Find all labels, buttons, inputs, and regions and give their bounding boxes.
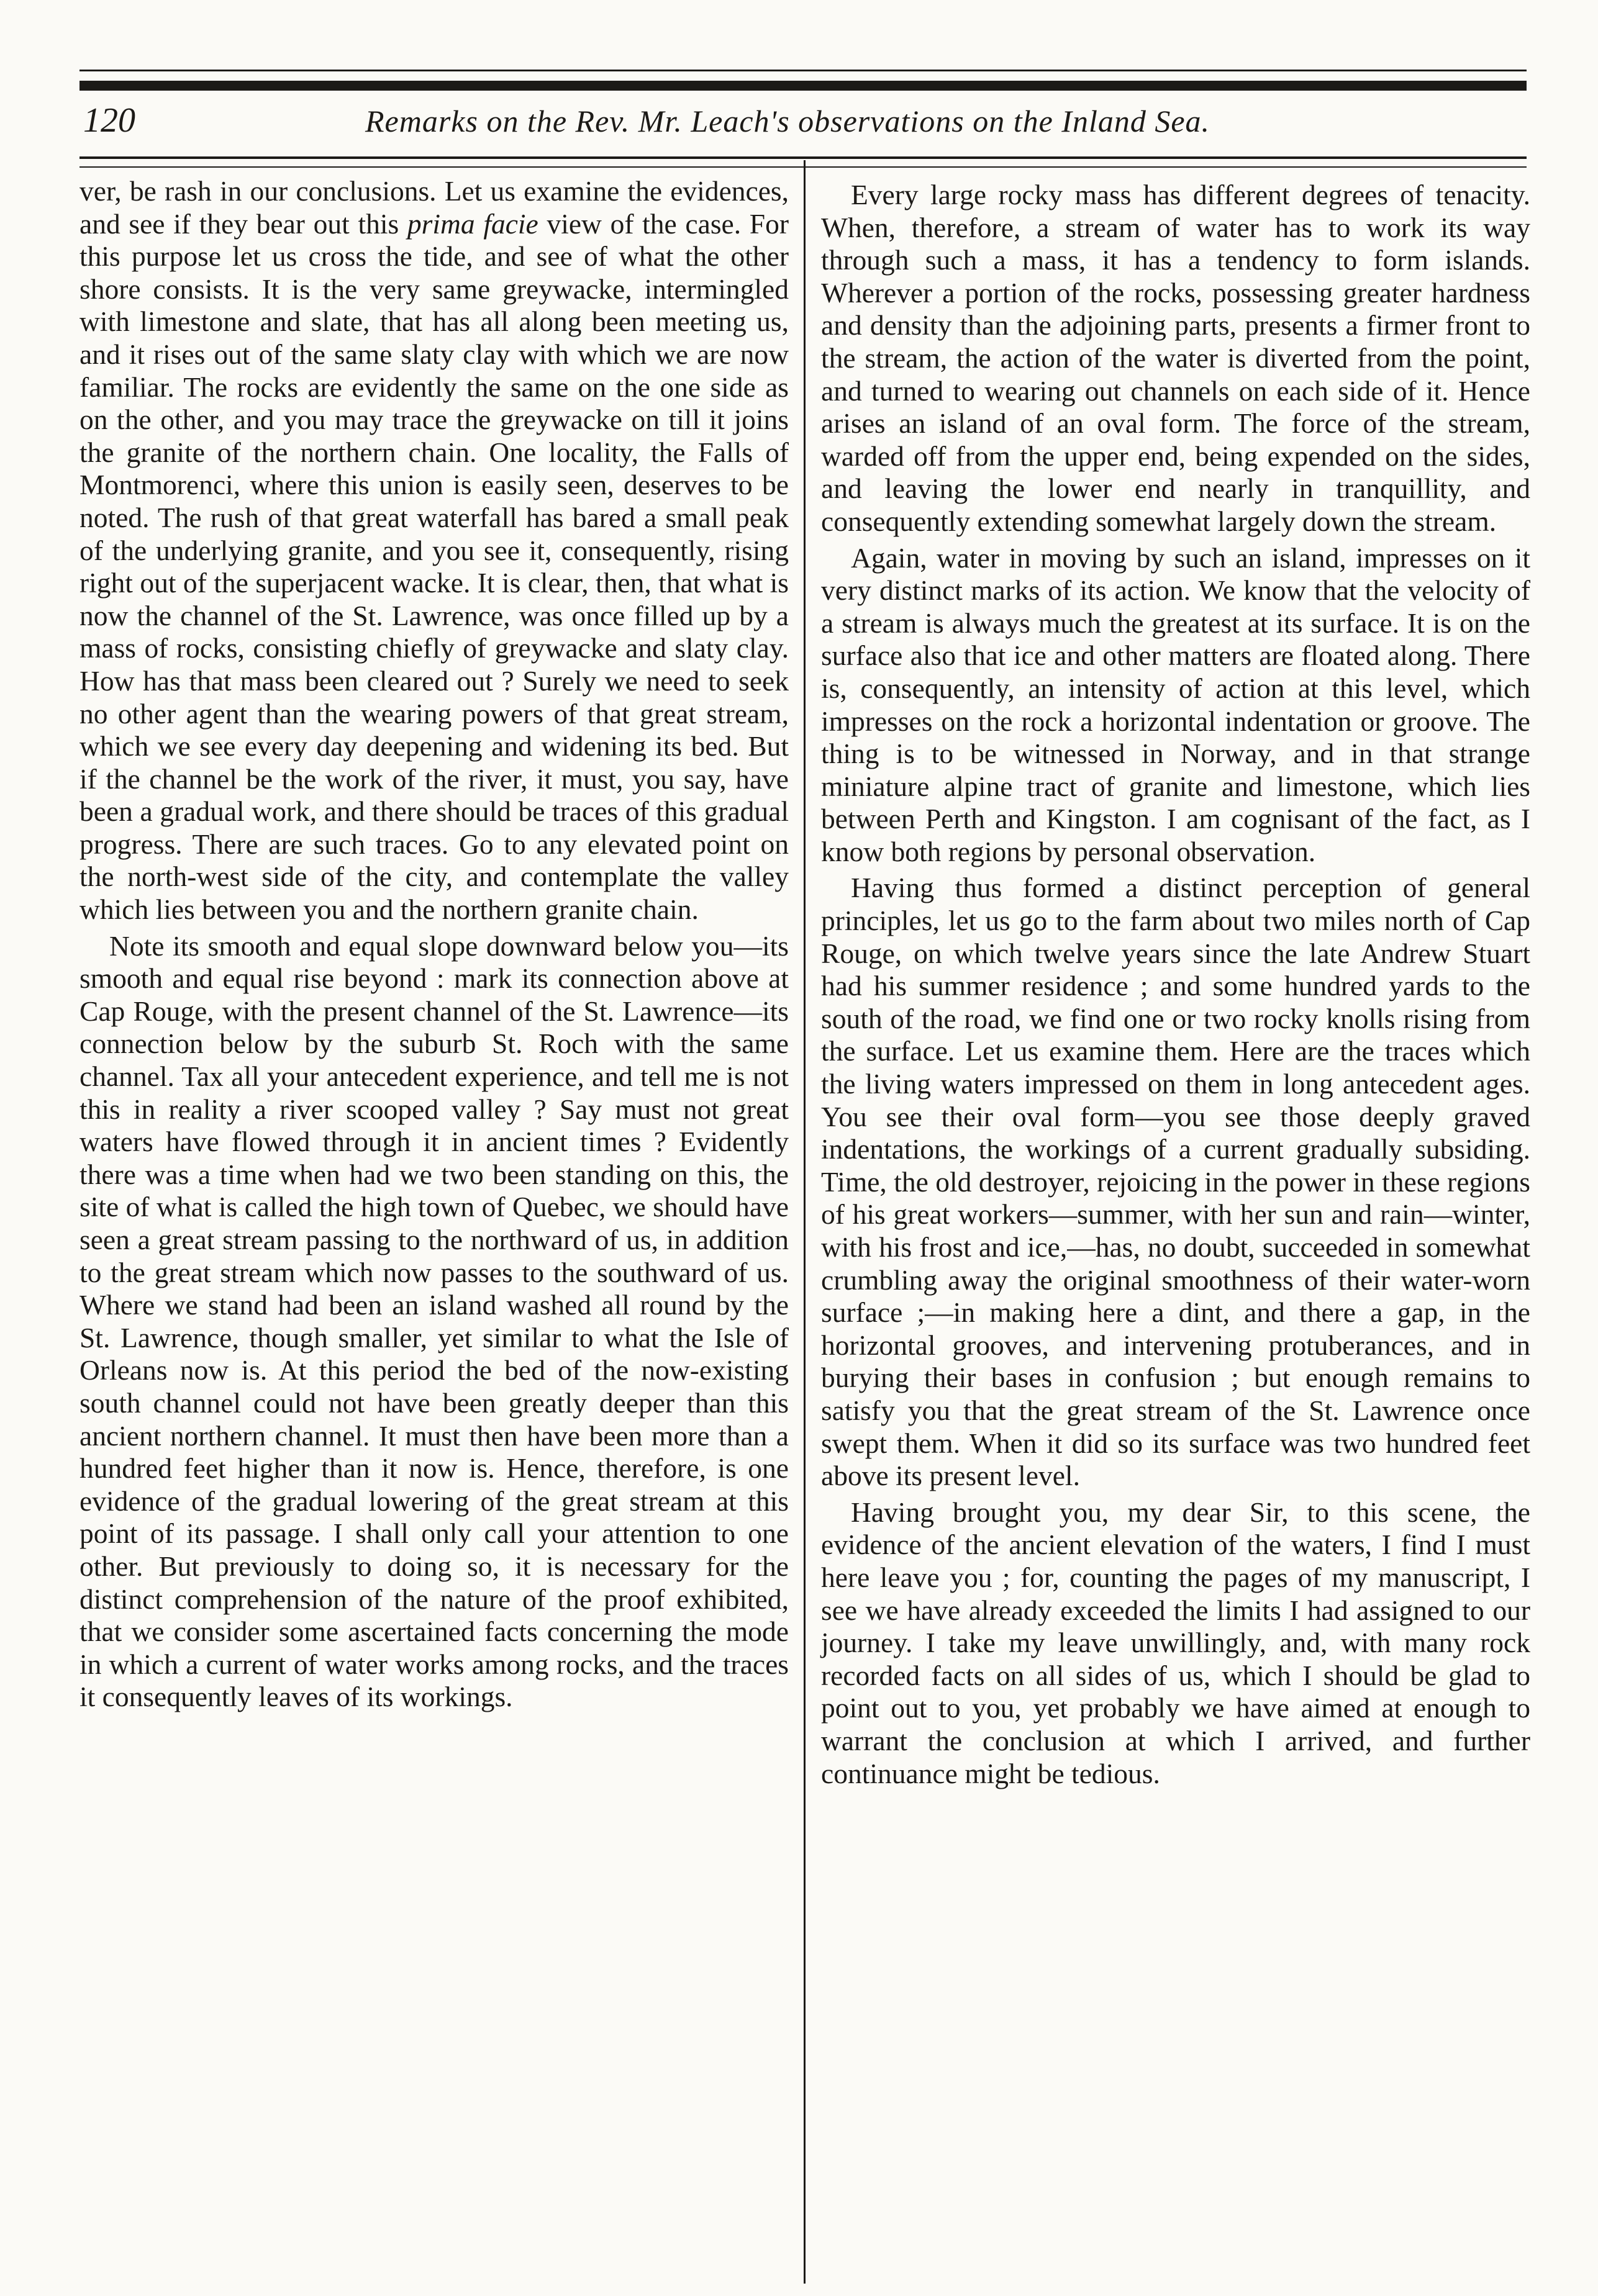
italic-phrase: prima facie	[407, 207, 538, 240]
top-thin-rule	[79, 70, 1527, 71]
column-divider	[804, 160, 806, 2284]
paragraph	[79, 930, 789, 1714]
page-header	[79, 94, 1527, 154]
paragraph-text: Note its smooth and equal slope downward below you—its smooth and equal rise beyond : mark its connection above at Cap Rouge, with the present channel of the St. Lawrence—its connection below by the suburb St. Roch with the same channel. Tax all your antecedent experience, and tell me is not this in reality a river scooped valley ? Say must not great waters have flowed through it in ancient times ? Evidently there was a time when had we two been standing on this, the site of what is called the high town of Quebec, we should have seen a great stream passing to the northward of us, in addition to the great stream which now passes to the southward of us. Where we stand had been an island washed all round by the St. Lawrence, though smaller, yet similar to what the Isle of Orleans now is. At this period the bed of the now-existing south channel could not have been greatly deeper than this ancient northern channel. It must then have been more than a hundred feet higher than it now is. Hence, therefore, is one evidence of the gradual lowering of the great stream at this point of its passage. I shall only call your attention to one other. But previously to doing so, it is necessary for the distinct comprehension of the nature of the proof exhibited, that we consider some ascertained facts concerning the mode in which a current of water works among rocks, and the traces it consequently leaves of its workings.	[79, 929, 789, 1713]
left-column	[79, 175, 789, 2267]
header-rule	[79, 156, 1527, 159]
paragraph: Having thus formed a distinct perception of general principles, let us go to the farm about two miles north of Cap Rouge, on which twelve years since the late Andrew Stuart had his summer residence ; and some hundred yards to the south of the road, we find one or two rocky knolls rising from the surface. Let us examine them. Here are the traces which the living waters impressed on them in long antecedent ages. You see their oval form—you see those deeply graved indentations, the workings of a current gradually subsiding. Time, the old destroyer, rejoicing in the power in these regions of his great workers—summer, with her sun and rain—winter, with his frost and ice,—has, no doubt, succeeded in somewhat crumbling away the original smoothness of their water-worn surface ;—in making here a dint, and there a gap, in the horizontal grooves, and intervening protuberances, and in burying their bases in confusion ; but enough remains to satisfy you that the great stream of the St. Lawrence once swept them. When it did so its surface was two hundred feet above its present level.	[821, 872, 1530, 1492]
header-rule-thin	[79, 166, 1527, 168]
running-head: Remarks on the Rev. Mr. Leach's observations on the Inland Sea.	[365, 104, 1210, 138]
paragraph	[79, 175, 789, 926]
paragraph: Having brought you, my dear Sir, to this scene, the evidence of the ancient elevation of the waters, I find I must here leave you ; for, counting the pages of my manuscript, I see we have already exceeded the limits I had assigned to our journey. I take my leave unwillingly, and, with many rock recorded facts on all sides of us, which I should be glad to point out to you, yet probably we have aimed at enough to warrant the conclusion at which I arrived, and further continuance might be tedious.	[821, 1496, 1530, 1789]
page-number: 120	[83, 101, 135, 140]
right-column	[821, 175, 1530, 2267]
paragraph: Every large rocky mass has different degrees of tenacity. When, therefore, a stream of water has to work its way through such a mass, it has a tendency to form islands. Wherever a portion of the rocks, possessing greater hardness and density than the adjoining parts, presents a firmer front to the stream, the action of the water is diverted from the point, and turned to wearing out channels on each side of it. Hence arises an island of an oval form. The force of the stream, warded off from the upper end, being expended on the sides, and leaving the lower end nearly in tranquillity, and consequently extending somewhat largely down the stream.	[821, 179, 1530, 537]
paragraph-text: ver, be rash in our conclusions. Let us examine the evidences, and see if they bear out this	[79, 175, 789, 240]
paragraph-text: view of the case. For this purpose let us cross the tide, and see of what the other shore consists. It is the very same greywacke, intermingled with limestone and slate, that has all along been meeting us, and it rises out of the same slaty clay with which we are now familiar. The rocks are evidently the same on the one side as on the other, and you may trace the greywacke on till it joins the granite of the northern chain. One locality, the Falls of Montmorenci, where this union is easily seen, deserves to be noted. The rush of that great waterfall has bared a small peak of the underlying granite, and you see it, consequently, rising right out of the superjacent wacke. It is clear, then, that what is now the channel of the St. Lawrence, was once filled up by a mass of rocks, consisting chiefly of greywacke and slaty clay. How has that mass been cleared out ? Surely we need to seek no other agent than the wearing powers of that great stream, which we see every day deepening and widening its bed. But if the channel be the work of the river, it must, you say, have been a gradual work, and there should be traces of this gradual progress. There are such traces. Go to any elevated point on the north-west side of the city, and contemplate the valley which lies between you and the northern granite chain.	[79, 207, 789, 926]
paragraph: Again, water in moving by such an island, impresses on it very distinct marks of its action. We know that the velocity of a stream is always much the greatest at its surface. It is on the surface also that ice and other matters are floated along. There is, consequently, an intensity of action at this level, which impresses on the rock a horizontal indentation or groove. The thing is to be witnessed in Norway, and in that strange miniature alpine tract of granite and limestone, which lies between Perth and Kingston. I am cognisant of the fact, as I know both regions by personal observation.	[821, 541, 1530, 867]
top-thick-rule	[79, 81, 1527, 91]
